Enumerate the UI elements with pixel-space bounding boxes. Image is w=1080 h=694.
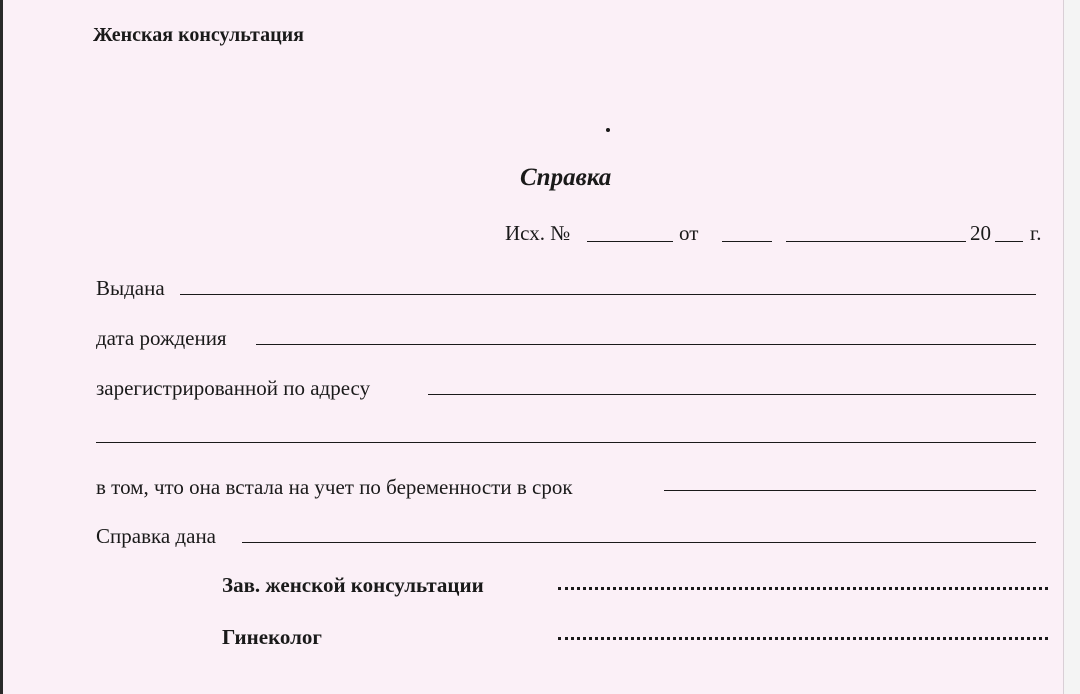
issued-to-field[interactable] (180, 294, 1036, 295)
gynecologist-signature-field[interactable] (558, 637, 1048, 640)
address-field-continued[interactable] (96, 442, 1036, 443)
head-signature-field[interactable] (558, 587, 1048, 590)
ref-number-label: Исх. № (505, 221, 571, 245)
page-edge (1064, 0, 1080, 694)
ref-from-label: от (679, 221, 699, 245)
ink-speck (606, 128, 610, 132)
ref-year-field[interactable] (995, 241, 1023, 242)
ref-number-field[interactable] (587, 241, 673, 242)
ref-year-prefix: 20 (970, 221, 991, 245)
address-field[interactable] (428, 394, 1036, 395)
pregnancy-statement-label: в том, что она встала на учет по беременности в срок (96, 475, 573, 499)
issued-to-label: Выдана (96, 276, 165, 300)
pregnancy-term-field[interactable] (664, 490, 1036, 491)
birth-date-field[interactable] (256, 344, 1036, 345)
address-label: зарегистрированной по адресу (96, 376, 371, 400)
document-title: Справка (520, 164, 612, 191)
ref-year-suffix: г. (1030, 221, 1042, 245)
head-signature-label: Зав. женской консультации (222, 573, 484, 597)
given-for-label: Справка дана (96, 524, 217, 548)
gynecologist-signature-label: Гинеколог (222, 625, 322, 649)
ref-day-field[interactable] (722, 241, 772, 242)
ref-month-field[interactable] (786, 241, 966, 242)
organization-header: Женская консультация (93, 24, 304, 46)
given-for-field[interactable] (242, 542, 1036, 543)
birth-date-label: дата рождения (96, 326, 227, 350)
